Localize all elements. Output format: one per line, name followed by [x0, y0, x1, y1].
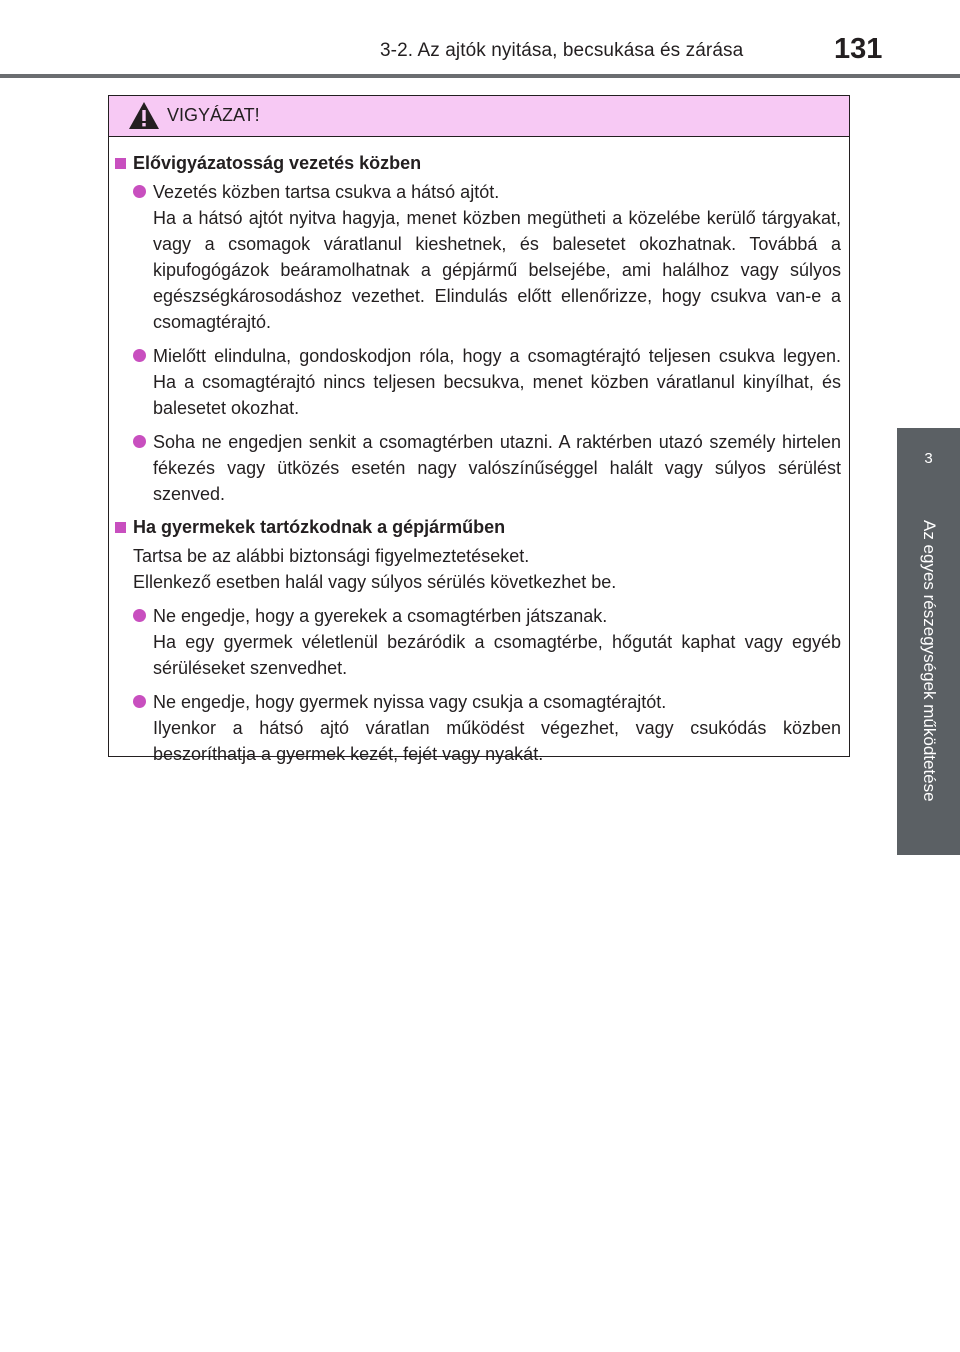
section-title-driving [115, 151, 841, 176]
intro-line-1: Tartsa be az alábbi biztonsági figyelmeztetéseket. [133, 546, 530, 566]
list-item [133, 603, 841, 681]
list-item [133, 689, 841, 767]
list-item-rest: Ha a hátsó ajtót nyitva hagyja, menet közben megütheti a közelébe kerülő tárgyakat, vagy a csomagok váratlanul kieshetnek, és balesetet okozhatnak. Továbbá a kipufogógázok beáramolhatnak a gépjármű belsejébe, ami halálhoz vagy súlyos egészségkárosodáshoz vezethet. Elindulás előtt ellenőrizze, hogy csukva van-e a csomagtérajtó. [153, 208, 841, 332]
page-number: 131 [834, 33, 883, 65]
header-rule [0, 74, 960, 78]
square-bullet-icon [115, 522, 126, 533]
square-bullet-icon [115, 158, 126, 169]
round-bullet-icon [133, 609, 146, 622]
list-item-first: Soha ne engedjen senkit a csomagtérben utazni. A raktérben utazó személy hirtelen fékezés vagy ütközés esetén nagy valószínűséggel halált vagy súlyos sérülést szenved. [153, 432, 841, 504]
section-title-text: Elővigyázatosság vezetés közben [133, 153, 422, 173]
warning-triangle-icon [128, 101, 160, 130]
round-bullet-icon [133, 185, 146, 198]
list-item-text [153, 603, 841, 681]
section-title-text: Ha gyermekek tartózkodnak a gépjárműben [133, 517, 506, 537]
chapter-side-tab [897, 428, 960, 855]
list-item [133, 429, 841, 507]
list-item-text [153, 689, 841, 767]
header-title: 3-2. Az ajtók nyitása, becsukása és zárása [380, 40, 744, 61]
chapter-label: Az egyes részegységek működtetése [920, 520, 939, 802]
chapter-number: 3 [924, 450, 933, 467]
warning-body [109, 137, 849, 767]
round-bullet-icon [133, 435, 146, 448]
warning-box [108, 95, 850, 764]
list-item-first: Vezetés közben tartsa csukva a hátsó ajtót. [153, 182, 500, 202]
section-title-children [115, 515, 841, 540]
warning-title: VIGYÁZAT! [167, 105, 260, 125]
list-item [133, 343, 841, 421]
list-item-rest: Ilyenkor a hátsó ajtó váratlan működést végezhet, vagy csukódás közben beszoríthatja a gyermek kezét, fejét vagy nyakát. [153, 718, 841, 764]
intro-line-2: Ellenkező esetben halál vagy súlyos sérülés következhet be. [133, 572, 617, 592]
round-bullet-icon [133, 695, 146, 708]
list-item-first: Ne engedje, hogy gyermek nyissa vagy csukja a csomagtérajtót. [153, 692, 667, 712]
list-item-text [153, 179, 841, 335]
list-item-first: Ne engedje, hogy a gyerekek a csomagtérben játszanak. [153, 606, 608, 626]
round-bullet-icon [133, 349, 146, 362]
warning-header [109, 96, 849, 137]
section-intro [133, 543, 841, 595]
list-item-text [153, 343, 841, 421]
list-item-first: Mielőtt elindulna, gondoskodjon róla, hogy a csomagtérajtó teljesen csukva legyen. Ha a csomagtérajtó nincs teljesen becsukva, menet közben váratlanul kinyílhat, és balesetet okozhat. [153, 346, 841, 418]
list-item-rest: Ha egy gyermek véletlenül bezáródik a csomagtérbe, hőgutát kaphat vagy egyéb sérüléseket szenvedhet. [153, 632, 841, 678]
list-item [133, 179, 841, 335]
list-item-text [153, 429, 841, 507]
